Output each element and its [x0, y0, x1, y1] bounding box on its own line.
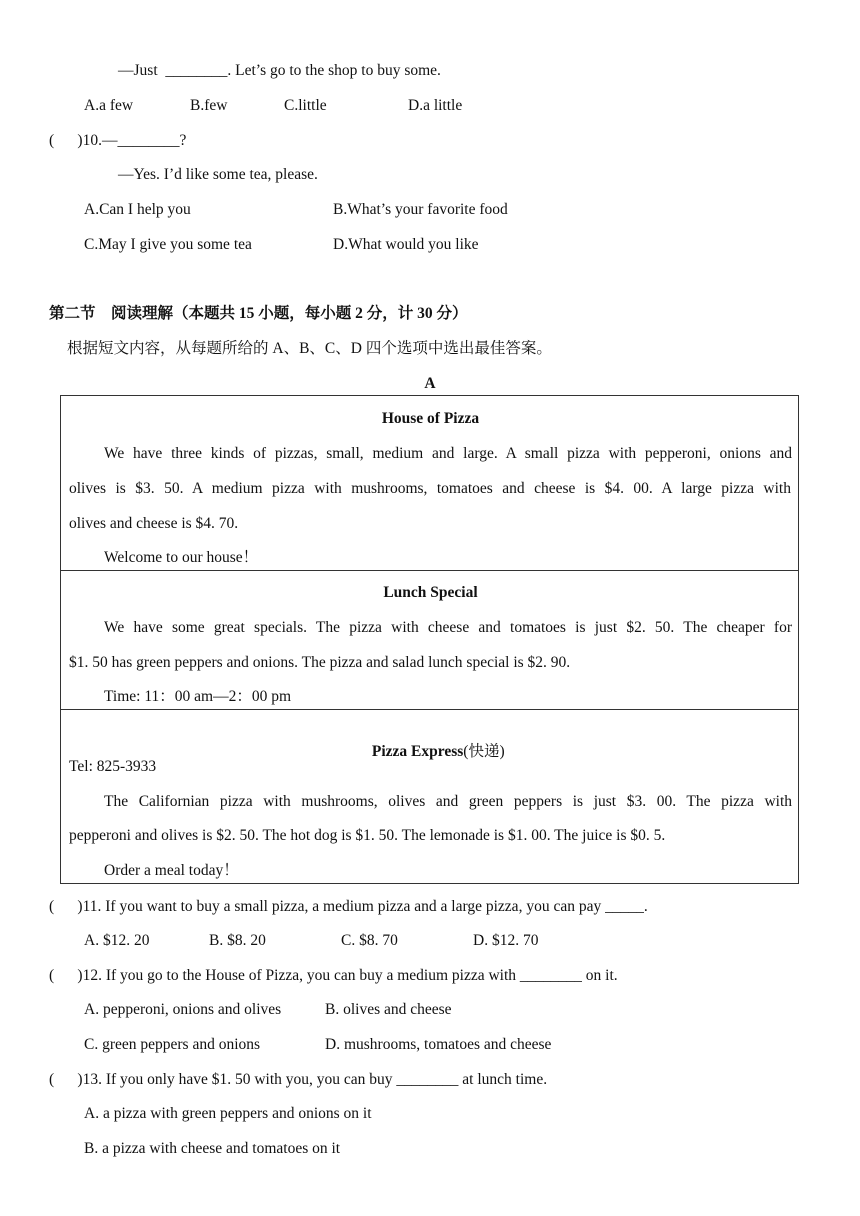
q10-option-a: A.Can I help you: [84, 201, 191, 218]
ad-lunch-special: [60, 570, 799, 710]
ad-line: pepperoni and olives is $2. 50. The hot dog is $1. 50. The lemonade is $1. 00. The juice is $0. 5.: [69, 827, 666, 844]
ad-house-of-pizza: [60, 395, 799, 571]
ad-title-row: [61, 722, 800, 782]
q11-prompt: ( )11. If you want to buy a small pizza, a medium pizza and a large pizza, you can pay _____.: [49, 898, 648, 915]
ad-tel: Tel: 825-3933: [69, 758, 157, 775]
q13-option-a: A. a pizza with green peppers and onions on it: [84, 1105, 372, 1122]
q10-option-c: C.May I give you some tea: [84, 236, 252, 253]
section-instruction: 根据短文内容，从每题所给的 A、B、C、D 四个选项中选出最佳答案。: [67, 340, 552, 357]
q9-option-d: D.a little: [408, 97, 463, 114]
ad-line: Time: 11：00 am—2：00 pm: [104, 688, 292, 705]
q11-option-d: D. $12. 70: [473, 932, 539, 949]
ad-line: Welcome to our house！: [104, 549, 259, 566]
q12-option-a: A. pepperoni, onions and olives: [84, 1001, 282, 1018]
ad-line: The Californian pizza with mushrooms, olives and green peppers is just $3. 00. The pizza with: [104, 793, 792, 810]
q12-option-c: C. green peppers and onions: [84, 1036, 261, 1053]
q9-option-c: C.little: [284, 97, 327, 114]
q10-prompt: ( )10.—________?: [49, 132, 187, 149]
ad-title: Lunch Special: [383, 584, 478, 601]
passage-label: A: [424, 375, 436, 392]
ad-pizza-express: [60, 709, 799, 884]
q10-option-d: D.What would you like: [333, 236, 479, 253]
q11-option-c: C. $8. 70: [341, 932, 398, 949]
ad-line: olives is $3. 50. A medium pizza with mushrooms, tomatoes and cheese is $4. 00. A large pizza with: [69, 480, 791, 497]
q12-option-b: B. olives and cheese: [325, 1001, 452, 1018]
q11-option-b: B. $8. 20: [209, 932, 266, 949]
ad-line: Order a meal today！: [104, 862, 239, 879]
q11-option-a: A. $12. 20: [84, 932, 150, 949]
q9-option-b: B.few: [190, 97, 228, 114]
q9-option-a: A.a few: [84, 97, 134, 114]
q12-prompt: ( )12. If you go to the House of Pizza, you can buy a medium pizza with ________ on it.: [49, 967, 618, 984]
q9-response: —Just ________. Let’s go to the shop to buy some.: [118, 62, 441, 79]
ad-title: Pizza Express: [371, 743, 464, 760]
ad-line: We have three kinds of pizzas, small, medium and large. A small pizza with pepperoni, onions and: [104, 445, 792, 462]
ad-title: House of Pizza: [381, 410, 480, 427]
q12-option-d: D. mushrooms, tomatoes and cheese: [325, 1036, 552, 1053]
section-heading: 第二节 阅读理解（本题共 15 小题，每小题 2 分，计 30 分）: [49, 305, 468, 322]
ad-line: We have some great specials. The pizza with cheese and tomatoes is just $2. 50. The cheaper for: [104, 619, 792, 636]
q13-prompt: ( )13. If you only have $1. 50 with you, you can buy ________ at lunch time.: [49, 1071, 548, 1088]
ad-line: olives and cheese is $4. 70.: [69, 515, 239, 532]
q13-option-b: B. a pizza with cheese and tomatoes on it: [84, 1140, 341, 1157]
ad-title-cn: (快递): [463, 743, 505, 760]
ad-line: $1. 50 has green peppers and onions. The pizza and salad lunch special is $2. 90.: [69, 654, 571, 671]
q10-option-b: B.What’s your favorite food: [333, 201, 508, 218]
q10-response: —Yes. I’d like some tea, please.: [118, 166, 318, 183]
